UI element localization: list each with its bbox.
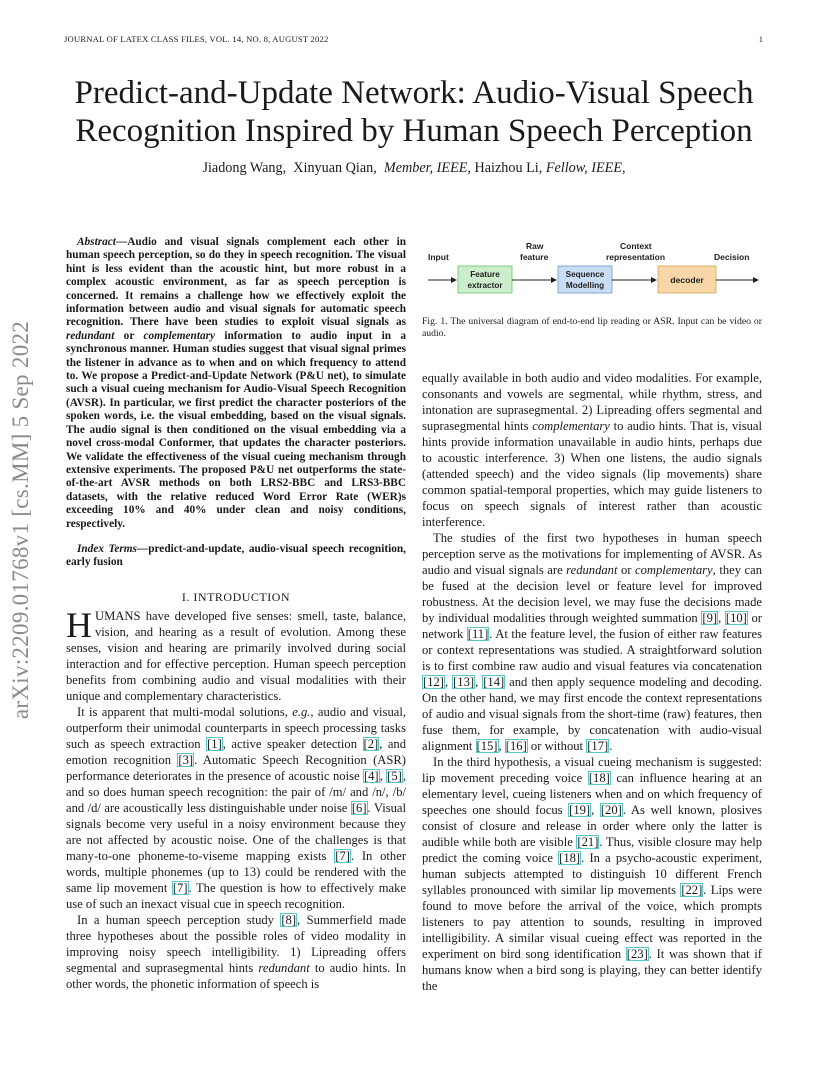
fig-label-decision: Decision <box>714 252 750 262</box>
paragraph-emph: complementary <box>532 419 610 433</box>
fig-label-context: Context <box>620 241 652 251</box>
author-2: Xinyuan Qian, <box>293 160 377 176</box>
intro-body <box>66 605 407 992</box>
fig-label-feature: feature <box>520 252 549 262</box>
fig-box2-line1: Sequence <box>565 270 605 279</box>
paragraph-text: , <box>444 675 453 689</box>
paragraph-text: equally available in both audio and video modalities. For example, consonants and vowels are segmental, while rhythm, stress, and intonation are suprasegmental. 2) Lipreading offers segmental and suprasegmental hints <box>422 371 762 433</box>
paragraph-text: . <box>609 739 613 753</box>
paragraph-text: , and emotion recognition <box>66 737 407 767</box>
citation-link[interactable]: [11] <box>467 627 489 641</box>
paragraph-text: . Thus, visible closure may help predict the coming voice <box>422 835 762 865</box>
author-1: Jiadong Wang, <box>202 160 287 176</box>
citation-link[interactable]: [18] <box>559 851 581 865</box>
citation-link[interactable]: [7] <box>335 849 350 863</box>
citation-link[interactable]: [18] <box>588 771 610 785</box>
paragraph-text: . In a psycho-acoustic experiment, human subjects attempted to distinguish 10 different French syllables pronounced with similar lip movements <box>422 851 762 897</box>
citation-link[interactable]: [13] <box>453 675 475 689</box>
citation-link[interactable]: [23] <box>626 947 648 961</box>
citation-link[interactable]: [6] <box>351 801 367 815</box>
paragraph-text: , they can be fused at the decision level or feature level for improved robustness. At the decision level, we may fuse the decisions made by individual modalities through weighted summation <box>422 563 762 625</box>
fig-box1-line2: extractor <box>467 281 503 290</box>
citation-link[interactable]: [9] <box>702 611 718 625</box>
citation-link[interactable]: [10] <box>725 611 747 625</box>
paragraph-emph: complementary <box>635 563 713 577</box>
drop-cap: H <box>66 605 92 645</box>
fig-box2-line2: Modelling <box>565 281 605 290</box>
paragraph-text: . In other words, multiple phonemes (up to 13) could be rendered with the same lip movement <box>66 849 407 895</box>
citation-link[interactable]: [7] <box>172 881 188 895</box>
index-terms <box>66 543 406 570</box>
paragraph-text: In the third hypothesis, a visual cueing mechanism is suggested: lip movement preceding voice <box>422 755 762 785</box>
citation-link[interactable]: [22] <box>681 883 703 897</box>
paragraph-text: , Summerfield made three hypotheses about the possible roles of video modality in improving noisy speech intelligibility. 1) Lipreading offers segmental and suprasegmental hints <box>66 913 406 975</box>
citation-link[interactable]: [16] <box>505 739 527 753</box>
paragraph-emph: e.g., <box>292 705 314 719</box>
paragraph-text: . Lips were found to move before the arrival of the voice, which prompts listeners to pay attention to sounds, resulting in improved intelligibility. A similar visual cueing effect was reported in the experiment on bird song identification <box>422 883 762 961</box>
abstract-text: Audio and visual signals complement each other in human speech perception, so do they in speech recognition. The visual hint is less evident than the acoustic hint, but more robust in a complex acoustic environment, as far as speech perception is concerned. It remains a challenge how we effectively exploit the information between audio and visual signals for automatic speech recognition. There have been studies to exploit visual signals as <box>66 236 406 329</box>
abstract-text: information to audio input in a synchronous manner. Human studies suggest that visual signal primes the listener in advance as to when and on which frequency to attend to. We propose a Predict-and-Update Network (P&U net), to simulate such a visual cueing mechanism for Audio-Visual Speech Recognition (AVSR). In particular, we first predict the character posteriors of the spoken words, i.e. the visual embedding, based on the visual signals. The audio signal is then conditioned on the visual embedding via a novel cross-modal Conformer, that updates the character posteriors. We validate the effectiveness of the visual cueing mechanism through extensive experiments. The proposed P&U net outperforms the state-of-the-art AVSR methods on both LRS2-BBC and LRS3-BBC datasets, with the relative reduced Word Error Rate (WER)s exceeding 10% and 40% under clean and noisy conditions, respectively. <box>66 329 407 530</box>
paragraph-text: In a human speech perception study <box>77 913 281 927</box>
paragraph-text: , <box>475 675 483 689</box>
citation-link[interactable]: [3] <box>178 753 194 767</box>
fig-box3: decoder <box>670 275 704 285</box>
paragraph-text: to audio hints. That is, visual hints provide information unavailable in audio hints, perhaps due to acoustic interference. 3) When one listens, the audio signals (attended speech) and the video signals (lip movements) share common spatial-temporal properties, which may guide listeners to focus on speech signals of interest rather than acoustic interference. <box>422 419 762 529</box>
paragraph-text: or network <box>422 611 763 641</box>
author-2-role: Member, IEEE, <box>383 160 471 176</box>
section-heading: I. INTRODUCTION <box>181 590 291 604</box>
paragraph-text: . The question is how to effectively make use of such an inexact visual cue in speech recognition. <box>66 881 406 911</box>
citation-link[interactable]: [1] <box>207 737 222 751</box>
arxiv-stamp: arXiv:2209.01768v1 [cs.MM] 5 Sep 2022 <box>8 320 33 720</box>
citation-link[interactable]: [17] <box>587 739 609 753</box>
paragraph-text: . Visual signals become very useful in a noisy environment because they are not affected by acoustic noise. One of the challenges is that many-to-one phoneme-to-viseme mapping exists <box>66 801 406 863</box>
fig-label-representation: representation <box>606 252 666 262</box>
paragraph-text: UMANS have developed five senses: smell, taste, balance, vision, and hearing as a result of evolution. Among these senses, vision and hearing are primarily involved during social interaction and for effective perception. Human speech perception benefits from combining audio and visual modalities with their unique and complementary characteristics. <box>66 609 406 703</box>
title-line-1: Predict-and-Update Network: Audio-Visual Speech <box>74 75 754 111</box>
paragraph-text: , <box>718 611 725 625</box>
paragraph-text: audio and visual, outperform their unimodal counterparts in speech processing tasks such as speech extraction <box>66 705 406 751</box>
paragraph-text: , <box>591 803 600 817</box>
right-column-body <box>422 370 762 994</box>
paragraph-text: , <box>498 739 505 753</box>
fig-box1-line1: Feature <box>470 270 500 279</box>
fig-label-raw: Raw <box>526 241 544 251</box>
abstract-emph: complementary <box>143 329 216 342</box>
citation-link[interactable]: [2] <box>363 737 379 751</box>
paragraph-text: , and so does human speech recognition: the pair of /m/ and /n/, /b/ and /d/ are acoustically less distinguishable under noise <box>66 769 406 815</box>
running-header: JOURNAL OF LATEX CLASS FILES, VOL. 14, NO. 8, AUGUST 2022 <box>64 34 329 44</box>
paragraph-text: and then apply sequence modeling and decoding. On the other hand, we may first encode the context representations of audio and visual signals from the short-time (raw) features, then fuse them, for example, by concatenation with audio-visual alignment <box>422 675 763 753</box>
figure-1-diagram <box>422 238 764 314</box>
citation-link[interactable]: [4] <box>363 769 379 783</box>
paragraph-text: . It was shown that if humans know when a bird song is playing, they can better identify the <box>422 947 762 993</box>
paragraph-text: The studies of the first two hypotheses in human speech perception serve as the motivations for implementing of AVSR. As audio and visual signals are <box>422 531 762 577</box>
citation-link[interactable]: [5] <box>387 769 402 783</box>
author-list <box>40 160 788 177</box>
author-3: Haizhou Li, <box>474 160 543 176</box>
citation-link[interactable]: [21] <box>577 835 599 849</box>
paragraph-text: to audio hints. In other words, the phonetic information of speech is <box>66 961 406 991</box>
abstract-emph: redundant <box>66 329 115 342</box>
paragraph-text: , active speaker detection <box>222 737 363 751</box>
author-3-role: Fellow, IEEE, <box>545 160 626 176</box>
title-line-2: Recognition Inspired by Human Speech Perception <box>75 113 753 149</box>
figure-1-caption: Fig. 1. The universal diagram of end-to-end lip reading or ASR. Input can be video or audio. <box>422 316 762 339</box>
citation-link[interactable]: [15] <box>476 739 498 753</box>
citation-link[interactable]: [20] <box>600 803 622 817</box>
abstract-label: Abstract <box>77 236 116 248</box>
abstract-text: or <box>114 329 144 342</box>
paragraph-text: can influence hearing at an elementary level, cueing listeners when and on which frequency of speeches one should focus <box>422 771 762 817</box>
citation-link[interactable]: [14] <box>483 675 505 689</box>
index-terms-label: Index Terms <box>77 543 137 555</box>
abstract-dash: — <box>115 236 128 248</box>
citation-link[interactable]: [8] <box>281 913 297 927</box>
index-terms-text: —predict-and-update, audio-visual speech recognition, early fusion <box>66 543 406 569</box>
citation-link[interactable]: [12] <box>423 675 444 689</box>
citation-link[interactable]: [19] <box>569 803 591 817</box>
paragraph-text: . As well known, plosives consist of closure and release in order where only the latter is audible while both are visible <box>422 803 763 849</box>
paragraph-emph: redundant <box>566 563 618 577</box>
fig-label-input: Input <box>428 252 449 262</box>
paragraph-emph: redundant <box>258 961 310 975</box>
paragraph-text: , <box>379 769 387 783</box>
paragraph-text: It is apparent that multi-modal solutions, <box>77 705 293 719</box>
paragraph-text: or without <box>527 739 587 753</box>
paper-title <box>40 74 788 150</box>
page-number: 1 <box>758 34 763 44</box>
paragraph-text: . Automatic Speech Recognition (ASR) performance deteriorates in the presence of acoustic noise <box>66 753 406 783</box>
abstract <box>66 236 406 531</box>
paragraph-text: . At the feature level, the fusion of either raw features or context representations was studied. A straightforward solution is to first combine raw audio and visual features via concatenation <box>422 627 762 673</box>
paragraph-text: or <box>617 563 636 577</box>
